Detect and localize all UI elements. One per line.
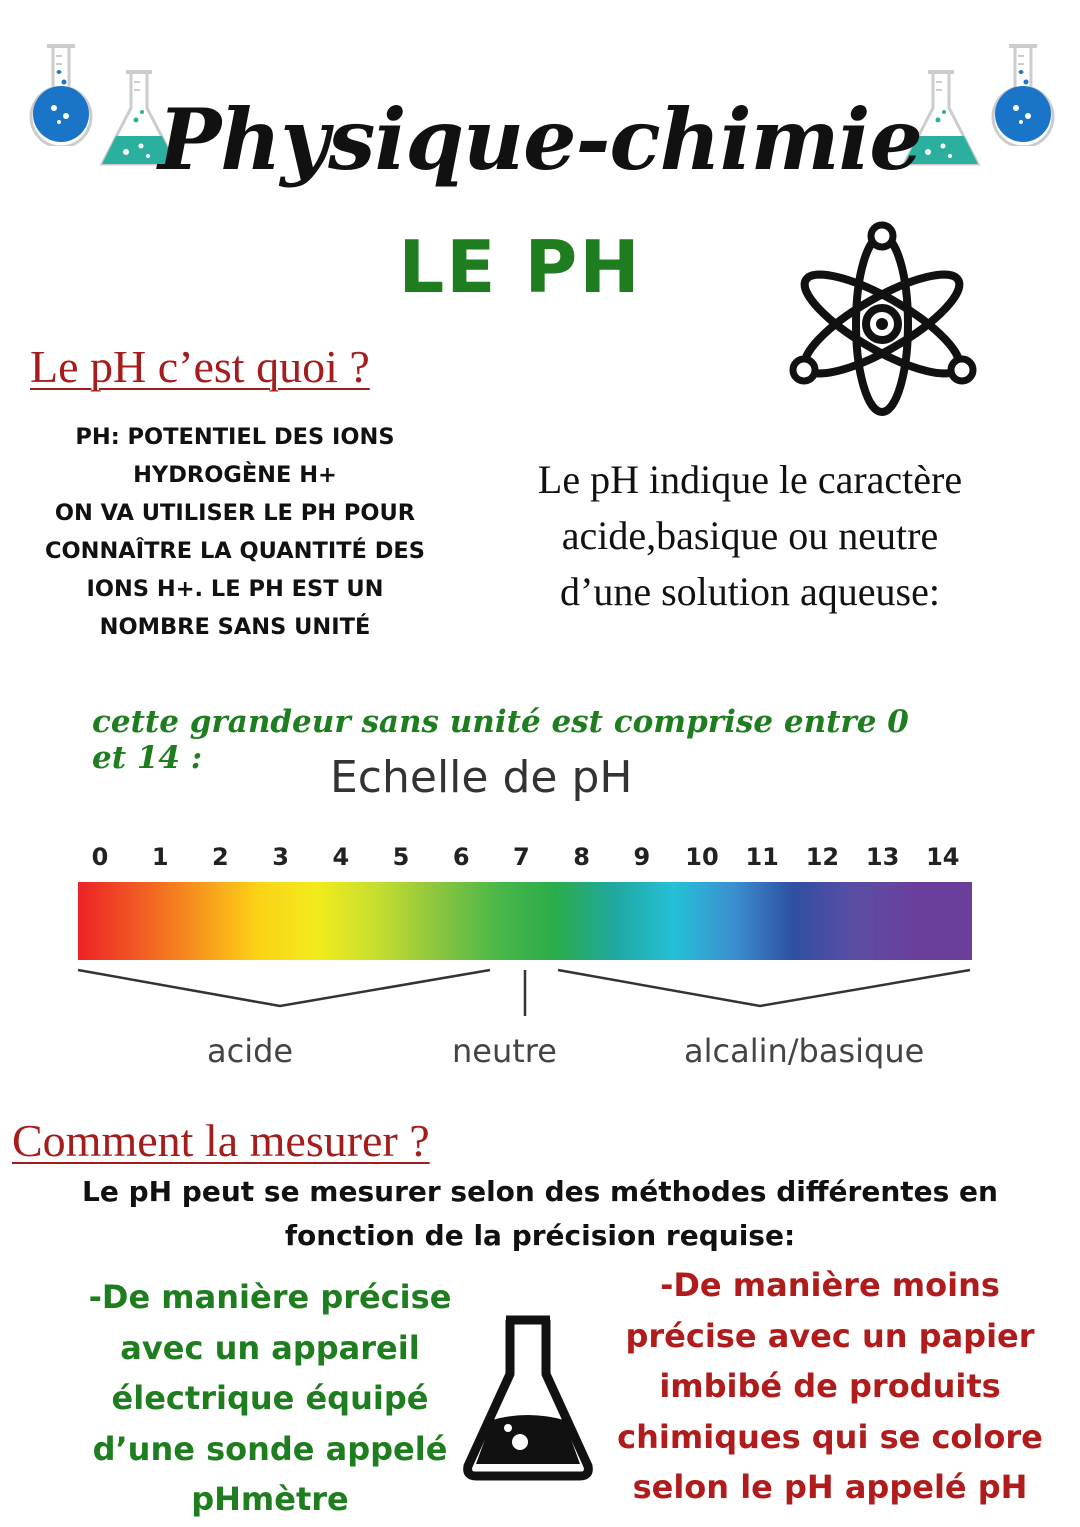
ph-color-band	[912, 882, 972, 960]
less-precise-line: -De manière moins	[660, 1266, 1000, 1304]
page-title: Physique-chimie	[158, 90, 922, 189]
range-note: cette grandeur sans unité est comprise entre 0 et 14 :	[92, 704, 909, 776]
atom-icon	[780, 218, 984, 422]
precise-line: d’une sonde appelé	[92, 1429, 448, 1468]
definition-line: HYDROGÈNE H+	[133, 462, 337, 488]
ph-color-band	[376, 882, 436, 960]
description-text	[480, 452, 1020, 620]
ph-color-band	[674, 882, 734, 960]
section-heading-definition: Le pH c’est quoi ?	[30, 341, 370, 392]
description-line: acide,basique ou neutre	[561, 513, 939, 558]
precise-line: avec un appareil	[120, 1328, 420, 1367]
less-precise-line: imbibé de produits	[659, 1367, 1001, 1405]
ph-color-band	[138, 882, 198, 960]
scale-tick: 8	[573, 843, 590, 871]
neutral-label: neutre	[452, 1032, 557, 1070]
intro-line: fonction de la précision requise:	[284, 1219, 796, 1252]
ph-color-band	[257, 882, 317, 960]
scale-tick: 7	[513, 843, 530, 871]
description-line: Le pH indique le caractère	[537, 457, 963, 502]
scale-tick: 12	[805, 843, 840, 871]
scale-tick: 9	[633, 843, 651, 871]
erlenmeyer-flask-icon	[458, 1314, 598, 1484]
ph-color-band	[78, 882, 138, 960]
scale-title: Echelle de pH	[330, 752, 633, 803]
ph-color-band	[734, 882, 794, 960]
scale-tick: 6	[452, 843, 470, 871]
less-precise-line: chimiques qui se colore	[617, 1417, 1043, 1456]
definition-line: NOMBRE SANS UNITÉ	[99, 614, 371, 640]
scale-tick: 11	[745, 843, 779, 871]
scale-brackets	[70, 960, 980, 1020]
scale-tick: 5	[392, 843, 410, 871]
precise-line: -De manière précise	[88, 1278, 452, 1316]
precise-line: électrique équipé	[111, 1379, 429, 1417]
scale-tick: 13	[865, 843, 900, 871]
ph-color-band	[614, 882, 674, 960]
intro-line: Le pH peut se mesurer selon des méthodes différentes en	[82, 1175, 998, 1208]
scale-tick: 2	[212, 843, 229, 871]
acid-label: acide	[207, 1032, 294, 1070]
ph-color-band	[555, 882, 615, 960]
section-heading-measure: Comment la mesurer ?	[12, 1115, 430, 1166]
precise-method	[60, 1272, 480, 1525]
scale-tick: 14	[926, 843, 960, 871]
definition-line: ON VA UTILISER LE PH POUR	[54, 500, 416, 526]
description-line: d’une solution aqueuse:	[560, 569, 940, 614]
scale-tick: 1	[151, 843, 169, 871]
ph-color-band	[197, 882, 257, 960]
ph-color-band	[316, 882, 376, 960]
scale-tick: 0	[91, 843, 109, 871]
definition-line: PH: POTENTIEL DES IONS	[75, 424, 395, 450]
basic-label: alcalin/basique	[684, 1032, 925, 1070]
ph-color-band	[793, 882, 853, 960]
definition-line: IONS H+. LE PH EST UN	[86, 576, 384, 602]
page-subtitle: LE PH	[398, 225, 642, 309]
ph-color-band	[853, 882, 913, 960]
less-precise-line: selon le pH appelé pH	[632, 1468, 1028, 1506]
scale-tick: 3	[272, 843, 289, 871]
definition-line: CONNAÎTRE LA QUANTITÉ DES	[44, 538, 426, 564]
ph-color-band	[495, 882, 555, 960]
definition-text	[30, 418, 440, 646]
ph-color-band	[436, 882, 496, 960]
less-precise-line: précise avec un papier	[625, 1316, 1035, 1355]
precise-line: pHmètre	[191, 1480, 349, 1518]
scale-tick: 4	[332, 843, 350, 871]
scale-tick: 10	[685, 843, 719, 871]
less-precise-method	[610, 1260, 1050, 1513]
measure-intro	[40, 1170, 1040, 1258]
